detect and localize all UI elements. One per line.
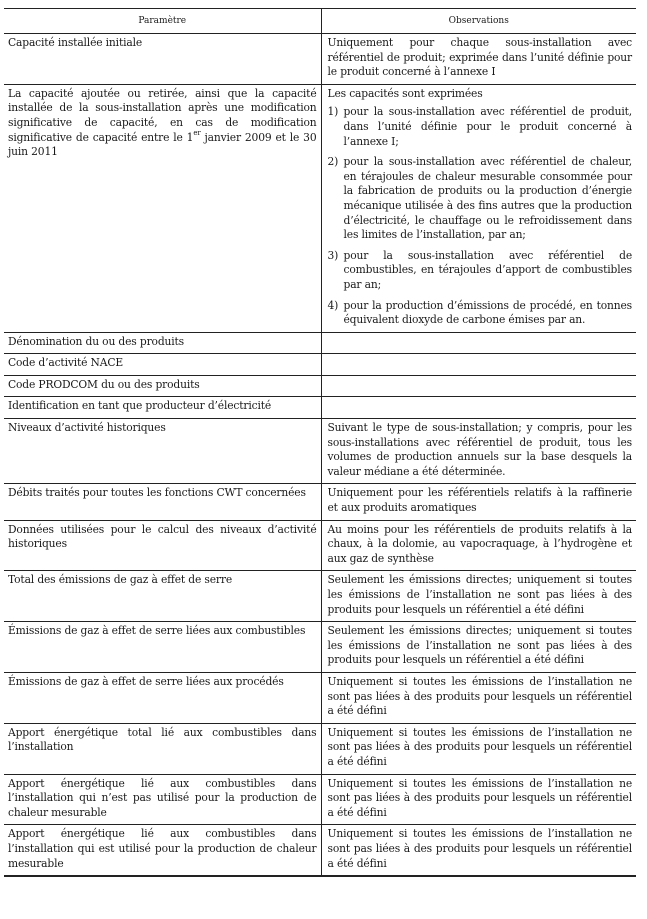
param-cell: Total des émissions de gaz à effet de serre	[4, 571, 321, 622]
table-row	[4, 672, 636, 723]
obs-intro: Les capacités sont exprimées	[327, 86, 483, 100]
obs-cell	[321, 332, 636, 354]
table-row	[4, 34, 636, 85]
column-header-observations: Observations	[321, 9, 636, 34]
obs-cell: Seulement les émissions directes; uniquement si toutes les émissions de l’installation ne sont pas liées à des produits pour lesquels un référentiel a été défini	[321, 622, 636, 673]
param-cell: Code PRODCOM du ou des produits	[4, 375, 321, 397]
table-row	[4, 354, 636, 376]
param-cell: Code d’activité NACE	[4, 354, 321, 376]
table-row	[4, 723, 636, 774]
param-cell: Débits traités pour toutes les fonctions CWT concernées	[4, 484, 321, 520]
list-text: pour la production d’émissions de procédé, en tonnes équivalent dioxyde de carbone émises par an.	[343, 298, 632, 327]
param-text-end: janvier 2009 et le 30 juin 2011	[8, 130, 317, 159]
obs-cell: Uniquement si toutes les émissions de l’installation ne sont pas liées à des produits pour lesquels un référentiel a été défini	[321, 723, 636, 774]
list-item	[328, 155, 633, 243]
obs-cell: Uniquement si toutes les émissions de l’installation ne sont pas liées à des produits pour lesquels un référentiel a été défini	[321, 774, 636, 825]
list-item	[328, 299, 633, 328]
obs-cell: Uniquement si toutes les émissions de l’installation ne sont pas liées à des produits pour lesquels un référentiel a été défini	[321, 672, 636, 723]
obs-list	[328, 105, 633, 327]
param-cell: Émissions de gaz à effet de serre liées aux procédés	[4, 672, 321, 723]
param-cell: Émissions de gaz à effet de serre liées aux combustibles	[4, 622, 321, 673]
document-page	[4, 8, 636, 877]
table-row	[4, 622, 636, 673]
table-row	[4, 571, 636, 622]
table-row	[4, 520, 636, 571]
param-cell: Capacité installée initiale	[4, 34, 321, 85]
obs-cell: Seulement les émissions directes; uniquement si toutes les émissions de l’installation ne sont pas liées à des produits pour lesquels un référentiel a été défini	[321, 571, 636, 622]
param-cell: Dénomination du ou des produits	[4, 332, 321, 354]
list-text: pour la sous-installation avec référentiel de chaleur, en térajoules de chaleur mesurable consommée pour la fabrication de produits ou la production d’énergie mécanique utilisée à des fins autres que la production d’électricité, le chauffage ou le refroidissement dans les limites de l’installation, par an;	[343, 155, 632, 242]
param-cell: Apport énergétique total lié aux combustibles dans l’installation	[4, 723, 321, 774]
table-row	[4, 397, 636, 419]
obs-cell	[321, 84, 636, 332]
list-item	[328, 249, 633, 293]
obs-cell: Uniquement pour chaque sous-installation avec référentiel de produit; exprimée dans l’unité définie pour le produit concerné à l’annexe I	[321, 34, 636, 85]
table-row	[4, 484, 636, 520]
column-header-parametre: Paramètre	[4, 9, 321, 34]
table-row	[4, 419, 636, 484]
table-row	[4, 774, 636, 825]
list-number: 3)	[327, 248, 339, 262]
list-number: 2)	[327, 155, 339, 169]
list-number: 4)	[327, 298, 339, 312]
table-header-row	[4, 9, 636, 34]
param-cell: Identification en tant que producteur d’électricité	[4, 397, 321, 419]
obs-cell: Au moins pour les référentiels de produits relatifs à la chaux, à la dolomie, au vapocraquage, à l’hydrogène et aux gaz de synthèse	[321, 520, 636, 571]
table-row	[4, 825, 636, 876]
param-cell	[4, 84, 321, 332]
list-number: 1)	[327, 105, 339, 119]
superscript: er	[193, 129, 201, 137]
table-row	[4, 332, 636, 354]
obs-cell	[321, 354, 636, 376]
obs-cell	[321, 397, 636, 419]
param-text: La capacité ajoutée ou retirée, ainsi que la capacité installée de la sous-installation après une modification significative de capacité, en cas de modification significative de capacité entre le 1	[8, 86, 317, 144]
parameters-table	[4, 8, 636, 877]
param-cell: Apport énergétique lié aux combustibles dans l’installation qui est utilisé pour la production de chaleur mesurable	[4, 825, 321, 876]
obs-cell: Uniquement pour les référentiels relatifs à la raffinerie et aux produits aromatiques	[321, 484, 636, 520]
table-row	[4, 375, 636, 397]
param-cell: Apport énergétique lié aux combustibles dans l’installation qui n’est pas utilisé pour la production de chaleur mesurable	[4, 774, 321, 825]
table-row	[4, 84, 636, 332]
obs-cell: Suivant le type de sous-installation; y compris, pour les sous-installations avec référentiel de produit, tous les volumes de production annuels sur la base desquels la valeur médiane a été déterminée.	[321, 419, 636, 484]
obs-cell: Uniquement si toutes les émissions de l’installation ne sont pas liées à des produits pour lesquels un référentiel a été défini	[321, 825, 636, 876]
param-cell: Niveaux d’activité historiques	[4, 419, 321, 484]
list-text: pour la sous-installation avec référentiel de produit, dans l’unité définie pour le produit concerné à l’annexe I;	[343, 105, 632, 148]
list-text: pour la sous-installation avec référentiel de combustibles, en térajoules d’apport de combustibles par an;	[343, 248, 632, 291]
param-cell: Données utilisées pour le calcul des niveaux d’activité historiques	[4, 520, 321, 571]
obs-cell	[321, 375, 636, 397]
list-item	[328, 105, 633, 149]
